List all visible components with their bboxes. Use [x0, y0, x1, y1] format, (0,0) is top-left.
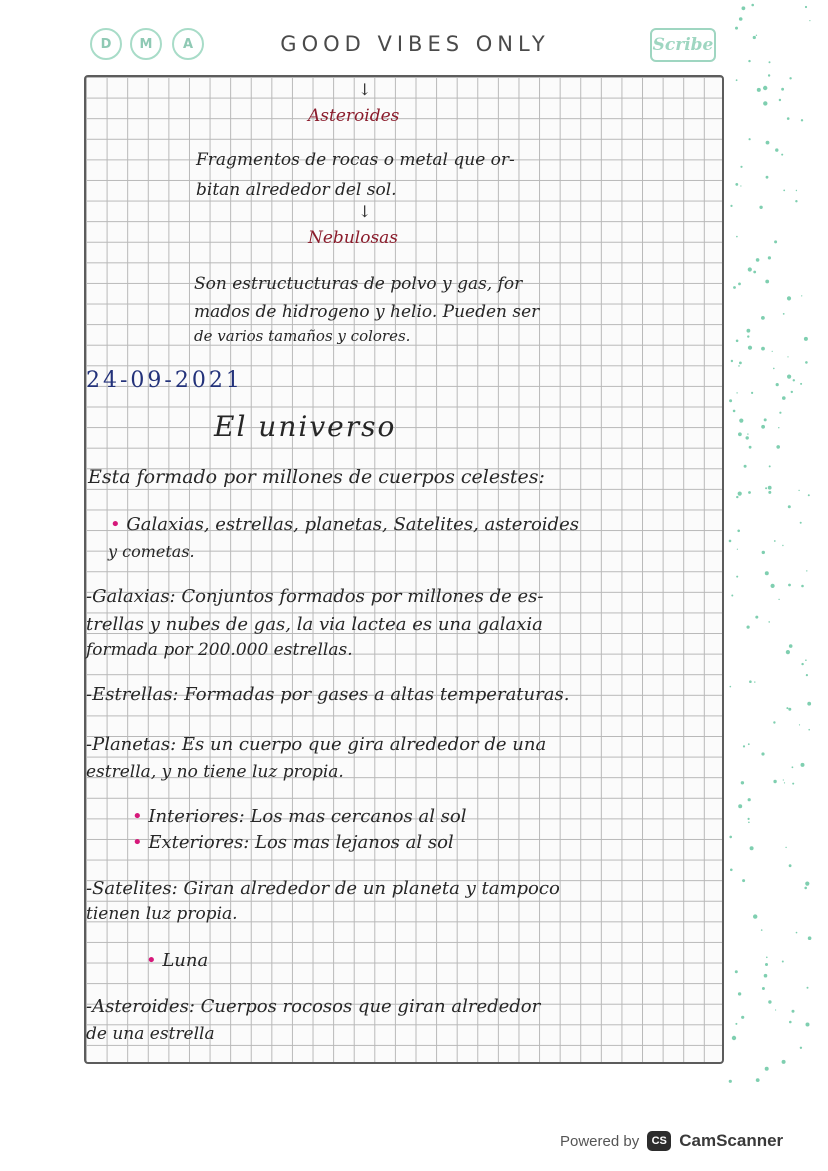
decoration-dot	[768, 1000, 771, 1003]
decoration-dot	[791, 391, 793, 393]
arrow-down-icon: ↓	[358, 202, 372, 221]
powered-by-label: Powered by	[560, 1132, 640, 1150]
decoration-dot	[736, 340, 739, 343]
decoration-dot	[748, 267, 752, 271]
asteroides-line-2: bitan alrededor del sol.	[196, 180, 397, 200]
camscanner-brand: CamScanner	[679, 1131, 784, 1150]
arrow-down-icon: ↓	[358, 80, 372, 99]
decoration-dot	[746, 436, 749, 439]
decoration-dot	[806, 570, 807, 571]
decoration-dot	[765, 1067, 769, 1071]
decoration-dot	[738, 283, 741, 286]
decoration-dot	[769, 61, 771, 63]
decoration-dot	[747, 335, 749, 337]
decoration-dot	[735, 27, 738, 30]
decoration-dot	[764, 418, 767, 421]
decoration-dot	[792, 766, 794, 768]
nebulosas-line-2: mados de hidrogeno y helio. Pueden ser	[194, 302, 540, 322]
decoration-dot	[761, 347, 765, 351]
decoration-dot	[737, 530, 740, 533]
decoration-dot	[805, 361, 808, 364]
decoration-dot	[738, 365, 740, 367]
decoration-dot	[756, 35, 757, 36]
decoration-dot	[807, 702, 811, 706]
decoration-dot	[798, 490, 799, 491]
bullet-icon: •	[110, 514, 127, 535]
list-line-1-text: Galaxias, estrellas, planetas, Satelites, asteroides	[126, 514, 579, 535]
asteroides-heading: Asteroides	[308, 106, 400, 126]
decoration-dot	[738, 432, 742, 436]
decoration-dot	[786, 707, 788, 709]
decoration-dot	[761, 316, 765, 320]
decoration-dot	[730, 869, 733, 872]
decoration-dot	[805, 659, 807, 661]
decoration-dot	[776, 445, 780, 449]
bullet-icon: •	[132, 832, 149, 853]
decoration-dot	[764, 974, 768, 978]
decoration-dot	[733, 410, 736, 413]
decoration-dot	[787, 375, 791, 379]
decoration-dot	[801, 295, 802, 296]
decoration-dot	[747, 329, 751, 333]
decoration-dot	[805, 882, 809, 886]
decoration-dot	[761, 929, 763, 931]
luna-line	[146, 950, 208, 971]
decoration-dot	[805, 6, 807, 8]
decoration-dot	[795, 200, 797, 202]
decoration-dot	[765, 963, 768, 966]
decoration-dot	[800, 522, 802, 524]
header-title: GOOD VIBES ONLY	[280, 32, 550, 56]
decoration-dot	[748, 743, 750, 745]
decoration-dot	[751, 4, 754, 7]
decoration-dot	[742, 879, 745, 882]
decoration-dot	[735, 970, 738, 973]
decoration-dot	[773, 368, 775, 370]
asteroides2-line-1: -Asteroides: Cuerpos rocosos que giran alrededor	[86, 996, 541, 1017]
decoration-dot	[782, 961, 784, 963]
decoration-dot	[782, 545, 783, 546]
decoration-dot	[763, 86, 767, 90]
camscanner-logo-icon: CS	[647, 1131, 671, 1151]
decoration-dot	[731, 360, 733, 362]
decoration-dot	[729, 540, 732, 543]
decoration-dot	[765, 280, 769, 284]
decoration-dot	[804, 887, 807, 890]
list-line-1	[110, 514, 579, 535]
decoration-dot	[792, 783, 794, 785]
decoration-dot	[733, 286, 736, 289]
decoration-dot	[801, 763, 805, 767]
decoration-dot	[772, 351, 773, 352]
decoration-dot	[766, 141, 770, 145]
decoration-dot	[742, 6, 746, 10]
decoration-dot	[799, 724, 800, 725]
decoration-dot	[748, 60, 750, 62]
decoration-dot	[781, 154, 783, 156]
decoration-dot	[762, 987, 765, 990]
decoration-dot	[801, 119, 803, 121]
decoration-dot	[789, 644, 793, 648]
exteriores-text: Exteriores: Los mas lejanos al sol	[148, 832, 454, 853]
decoration-dot	[768, 486, 772, 490]
decoration-dot	[754, 681, 755, 682]
decoration-dot	[741, 781, 744, 784]
decoration-dot	[738, 804, 742, 808]
decoration-dot	[729, 1080, 732, 1083]
decoration-dot	[774, 240, 777, 243]
luna-text: Luna	[162, 950, 209, 971]
decoration-dot	[783, 190, 785, 192]
note-title: El universo	[214, 410, 397, 443]
estrellas-line: -Estrellas: Formadas por gases a altas temperaturas.	[86, 684, 570, 705]
decoration-dot	[809, 20, 810, 21]
decoration-dot	[748, 822, 750, 824]
note-date: 24-09-2021	[86, 368, 243, 393]
decoration-dot	[808, 936, 812, 940]
star-dots-decoration	[726, 0, 816, 1110]
interiores-line	[132, 806, 467, 827]
decoration-dot	[749, 680, 752, 683]
decoration-dot	[753, 271, 756, 274]
satelites-line-2: tienen luz propia.	[86, 904, 238, 924]
decoration-dot	[808, 729, 810, 731]
decoration-dot	[761, 752, 764, 755]
decoration-dot	[748, 818, 750, 820]
decoration-dot	[808, 494, 810, 496]
decoration-dot	[801, 585, 804, 588]
decoration-dot	[766, 957, 768, 959]
decoration-dot	[736, 576, 738, 578]
decoration-dot	[747, 626, 750, 629]
galaxias-line-3: formada por 200.000 estrellas.	[86, 640, 353, 660]
decoration-dot	[774, 540, 776, 542]
decoration-dot	[800, 383, 802, 385]
interiores-text: Interiores: Los mas cercanos al sol	[148, 806, 467, 827]
decoration-dot	[778, 599, 779, 600]
asteroides2-line-2: de una estrella	[86, 1024, 215, 1044]
decoration-dot	[762, 551, 765, 554]
decoration-dot	[748, 798, 751, 801]
decoration-dot	[779, 99, 781, 101]
decoration-dot	[749, 446, 752, 449]
decoration-dot	[756, 1078, 760, 1082]
decoration-dot	[773, 780, 776, 783]
decoration-dot	[789, 864, 792, 867]
decoration-dot	[751, 392, 753, 394]
header-circle-d: D	[90, 28, 122, 60]
satelites-line-1: -Satelites: Giran alrededor de un planeta y tampoco	[86, 878, 560, 899]
camscanner-footer	[560, 1126, 783, 1156]
decoration-dot	[793, 379, 795, 381]
decoration-dot	[778, 427, 779, 428]
decoration-dot	[748, 346, 752, 350]
decoration-dot	[786, 650, 790, 654]
galaxias-line-2: trellas y nubes de gas, la via lactea es una galaxia	[86, 614, 543, 635]
decoration-dot	[738, 992, 741, 995]
exteriores-line	[132, 832, 454, 853]
decoration-dot	[807, 987, 809, 989]
bullet-icon: •	[146, 950, 163, 971]
decoration-dot	[738, 492, 742, 496]
decoration-dot	[796, 932, 798, 934]
decoration-dot	[755, 616, 758, 619]
decoration-dot	[737, 549, 738, 550]
decoration-dot	[730, 205, 732, 207]
decoration-dot	[783, 313, 785, 315]
decoration-dot	[753, 914, 757, 918]
decoration-dot	[765, 571, 769, 575]
decoration-dot	[739, 362, 742, 365]
decoration-dot	[776, 383, 779, 386]
decoration-dot	[736, 236, 738, 238]
decoration-dot	[761, 425, 765, 429]
decoration-dot	[782, 1060, 786, 1064]
decoration-dot	[741, 1016, 744, 1019]
decoration-dot	[740, 185, 741, 186]
decoration-dot	[806, 674, 808, 676]
decoration-dot	[736, 79, 738, 81]
decoration-dot	[753, 36, 756, 39]
decoration-dot	[768, 74, 770, 76]
decoration-dot	[765, 487, 767, 489]
decoration-dot	[806, 1023, 810, 1027]
header-circle-a: A	[172, 28, 204, 60]
list-line-2: y cometas.	[108, 542, 195, 561]
decoration-dot	[740, 166, 742, 168]
decoration-dot	[775, 1009, 776, 1010]
decoration-dot	[771, 584, 775, 588]
decoration-dot	[784, 782, 785, 783]
decoration-dot	[788, 708, 791, 711]
decoration-dot	[739, 17, 743, 21]
decoration-dot	[785, 847, 786, 848]
decoration-dot	[782, 396, 786, 400]
decoration-dot	[769, 465, 771, 467]
decoration-dot	[739, 419, 743, 423]
planetas-line-1: -Planetas: Es un cuerpo que gira alrededor de una	[86, 734, 547, 755]
decoration-dot	[796, 190, 797, 191]
decoration-dot	[789, 77, 791, 79]
decoration-dot	[747, 433, 748, 434]
decoration-dot	[787, 296, 791, 300]
decoration-dot	[789, 1021, 792, 1024]
intro-line: Esta formado por millones de cuerpos celestes:	[88, 466, 545, 488]
asteroides-line-1: Fragmentos de rocas o metal que or-	[196, 150, 515, 170]
bullet-icon: •	[132, 806, 149, 827]
decoration-dot	[788, 505, 791, 508]
decoration-dot	[731, 595, 733, 597]
decoration-dot	[757, 88, 761, 92]
decoration-dot	[750, 846, 754, 850]
decoration-dot	[732, 1036, 736, 1040]
decoration-dot	[788, 584, 791, 587]
decoration-dot	[792, 1010, 795, 1013]
decoration-dot	[748, 491, 751, 494]
header-circle-m: M	[130, 28, 162, 60]
galaxias-line-1: -Galaxias: Conjuntos formados por millones de es-	[86, 586, 544, 607]
decoration-dot	[768, 256, 771, 259]
planetas-line-2: estrella, y no tiene luz propia.	[86, 762, 344, 782]
decoration-dot	[729, 836, 732, 839]
decoration-dot	[729, 399, 732, 402]
decoration-dot	[736, 496, 738, 498]
decoration-dot	[781, 88, 784, 91]
decoration-dot	[783, 779, 784, 780]
decoration-dot	[735, 183, 738, 186]
decoration-dot	[787, 117, 790, 120]
page-header	[0, 22, 828, 72]
decoration-dot	[800, 1047, 802, 1049]
decoration-dot	[801, 663, 803, 665]
scribe-logo: Scribe	[650, 28, 716, 62]
decoration-dot	[766, 176, 769, 179]
decoration-dot	[768, 491, 771, 494]
decoration-dot	[804, 337, 808, 341]
decoration-dot	[749, 138, 751, 140]
decoration-dot	[756, 258, 760, 262]
decoration-dot	[730, 686, 732, 688]
nebulosas-line-3: de varios tamaños y colores.	[194, 327, 411, 345]
decoration-dot	[744, 465, 747, 468]
nebulosas-heading: Nebulosas	[308, 228, 399, 248]
decoration-dot	[763, 101, 767, 105]
decoration-dot	[759, 206, 762, 209]
decoration-dot	[773, 721, 775, 723]
decoration-dot	[768, 621, 770, 623]
decoration-dot	[787, 356, 788, 357]
nebulosas-line-1: Son estructucturas de polvo y gas, for	[194, 274, 523, 294]
decoration-dot	[779, 412, 781, 414]
decoration-dot	[775, 148, 778, 151]
decoration-dot	[735, 1023, 737, 1025]
decoration-dot	[743, 745, 745, 747]
decoration-dot	[736, 392, 737, 393]
